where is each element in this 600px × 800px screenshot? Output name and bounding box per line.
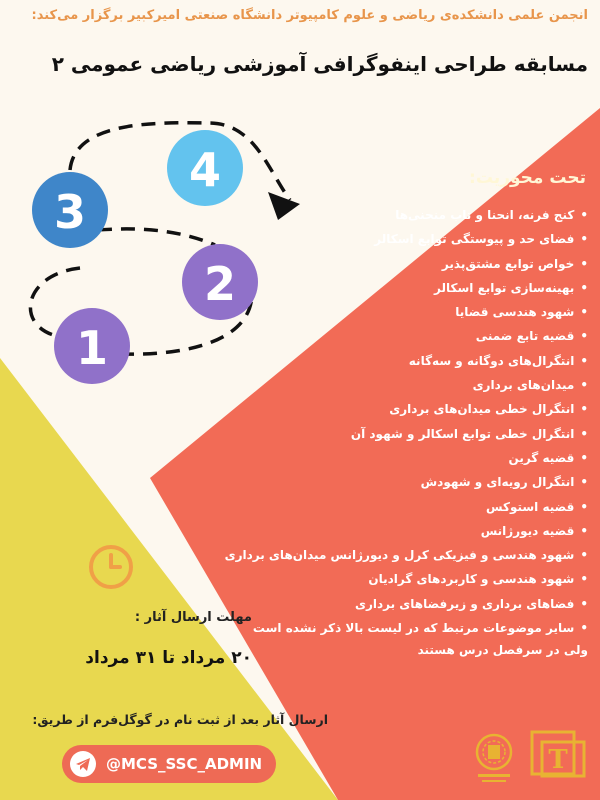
- bullet-icon: •: [580, 499, 588, 514]
- list-item: •میدان‌های برداری: [472, 378, 588, 393]
- svg-text:T: T: [548, 745, 568, 775]
- list-item: •کنج فرنه، انحنا و تاب منحنی‌ها: [395, 208, 588, 222]
- bullet-icon: •: [580, 548, 588, 563]
- bullet-icon: •: [580, 329, 588, 344]
- list-item: •فضاهای برداری و زیرفضاهای برداری: [354, 596, 588, 611]
- bullet-icon: •: [580, 621, 588, 636]
- bullet-icon: •: [580, 280, 588, 295]
- page-title: مسابقه طراحی اینفوگرافی آموزشی ریاضی عمومی ۲: [51, 52, 588, 76]
- topics-heading: تحت محوریت:: [469, 168, 586, 188]
- bullet-icon: •: [580, 305, 588, 320]
- list-item: •شهود هندسی و فیزیکی کرل و دیورژانس میدان‌های برداری: [224, 548, 588, 563]
- university-logo: [464, 730, 524, 790]
- step-number-3: 3: [53, 185, 87, 239]
- telegram-handle: @MCS_SSC_ADMIN: [106, 755, 263, 773]
- bullet-icon: •: [580, 426, 588, 441]
- deadline-label: مهلت ارسال آثار :: [134, 610, 252, 625]
- bullet-icon: •: [580, 450, 588, 465]
- step-number-2: 2: [203, 257, 237, 311]
- submission-note: ارسال آثار بعد از ثبت نام در گوگل‌فرم از طریق:: [32, 712, 328, 727]
- list-item: •قضیه دیورژانس: [480, 523, 588, 538]
- list-item-continuation: ولی در سرفصل درس هستند: [417, 643, 588, 658]
- list-item: •شهود هندسی و کاربردهای گرادیان: [368, 572, 588, 587]
- list-item: •قضیه تابع ضمنی: [475, 329, 588, 344]
- step-number-1: 1: [75, 321, 109, 375]
- list-item: •انتگرال خطی میدان‌های برداری: [389, 402, 588, 417]
- organizer-text: انجمن علمی دانشکده‌ی ریاضی و علوم کامپیوتر دانشگاه صنعتی امیرکبیر برگزار می‌کند:: [31, 8, 588, 23]
- bullet-icon: •: [580, 232, 588, 247]
- list-item: •خواص توابع مشتق‌پذیر: [441, 256, 588, 271]
- list-item: •انتگرال‌های دوگانه و سه‌گانه: [408, 353, 588, 368]
- association-logo: [528, 728, 588, 780]
- list-item: •انتگرال خطی توابع اسکالر و شهود آن: [350, 426, 588, 441]
- bullet-icon: •: [580, 378, 588, 393]
- list-item: •فضای حد و پیوستگی توابع اسکالر: [374, 232, 588, 247]
- bullet-icon: •: [580, 596, 588, 611]
- bullet-icon: •: [580, 402, 588, 417]
- step-number-4: 4: [188, 143, 222, 197]
- bullet-icon: •: [580, 208, 588, 222]
- topics-list: [224, 203, 588, 660]
- list-item: •قضیه استوکس: [486, 499, 588, 514]
- list-item: •شهود هندسی قضایا: [455, 305, 588, 320]
- bullet-icon: •: [580, 475, 588, 490]
- bullet-icon: •: [580, 523, 588, 538]
- bullet-icon: •: [580, 353, 588, 368]
- list-item: •سایر موضوعات مرتبط که در لیست بالا ذکر نشده است: [252, 621, 588, 636]
- list-item: •قضیه گرین: [508, 450, 588, 465]
- list-item: •انتگرال رویه‌ای و شهودش: [420, 475, 588, 490]
- clock-icon: [86, 542, 136, 592]
- bullet-icon: •: [580, 572, 588, 587]
- telegram-icon: [70, 751, 96, 777]
- bullet-icon: •: [580, 256, 588, 271]
- deadline-value: ۲۰ مرداد تا ۳۱ مرداد: [85, 648, 252, 668]
- list-item: •بهینه‌سازی توابع اسکالر: [434, 280, 588, 295]
- telegram-button[interactable]: [62, 745, 276, 783]
